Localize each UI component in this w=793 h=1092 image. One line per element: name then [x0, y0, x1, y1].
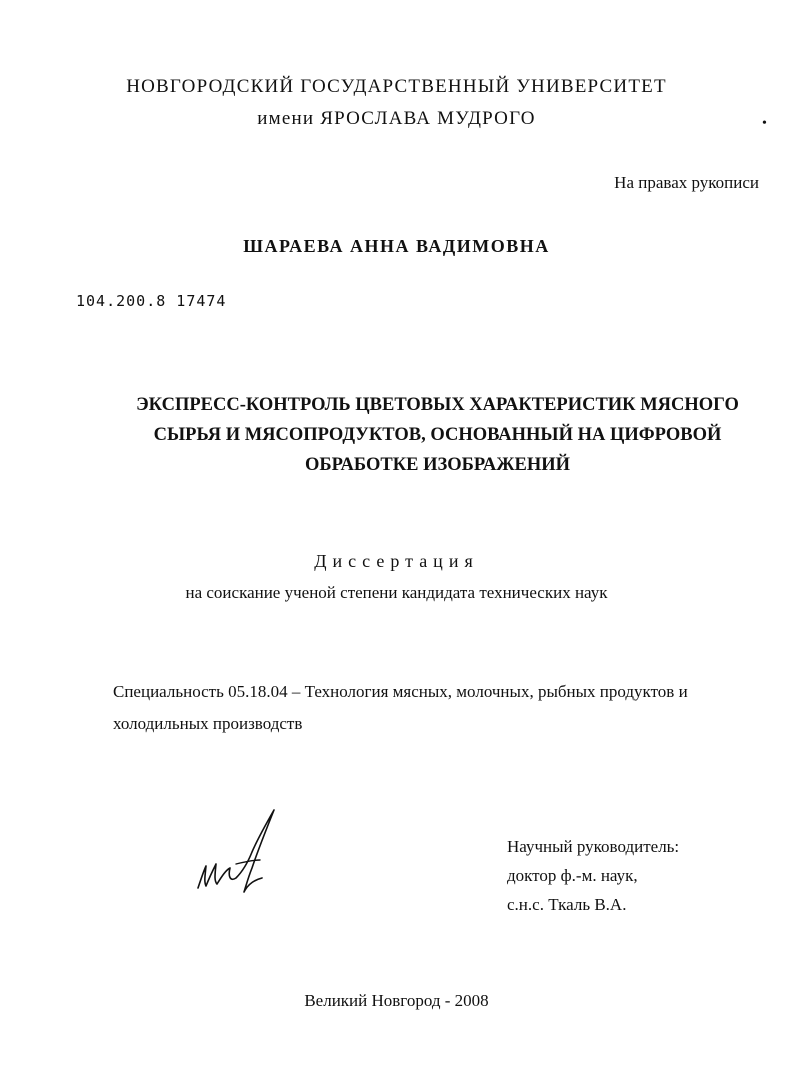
- supervisor-name: с.н.с. Ткаль В.А.: [507, 895, 627, 914]
- specialty: [113, 676, 763, 740]
- university-name: НОВГОРОДСКИЙ ГОСУДАРСТВЕННЫЙ УНИВЕРСИТЕТ: [126, 76, 667, 97]
- title-line: ОБРАБОТКЕ ИЗОБРАЖЕНИЙ: [305, 455, 570, 475]
- title-line: ЭКСПРЕСС-КОНТРОЛЬ ЦВЕТОВЫХ ХАРАКТЕРИСТИК МЯСНОГО: [136, 395, 739, 415]
- title-line: СЫРЬЯ И МЯСОПРОДУКТОВ, ОСНОВАННЫЙ НА ЦИФРОВОЙ: [153, 425, 722, 445]
- manuscript-rights: На правах рукописи: [614, 173, 759, 192]
- university-honorific: имени ЯРОСЛАВА МУДРОГО: [257, 108, 536, 129]
- author-name: ШАРАЕВА АННА ВАДИМОВНА: [243, 236, 550, 256]
- degree-line: на соискание ученой степени кандидата технических наук: [185, 583, 608, 602]
- scan-dot: •: [762, 116, 767, 131]
- city-year: Великий Новгород - 2008: [304, 991, 489, 1010]
- signature-icon: [192, 806, 292, 896]
- supervisor-degree: доктор ф.-м. наук,: [507, 866, 638, 885]
- specialty-line: Специальность 05.18.04 – Технология мясных, молочных, рыбных продуктов и: [113, 682, 688, 701]
- supervisor-role: Научный руководитель:: [507, 837, 680, 856]
- document-type: Диссертация: [314, 551, 479, 571]
- dissertation-title: [100, 390, 775, 480]
- registration-code: 104.200.8 17474: [76, 292, 227, 310]
- specialty-line: холодильных производств: [113, 714, 303, 733]
- supervisor-block: [507, 832, 679, 919]
